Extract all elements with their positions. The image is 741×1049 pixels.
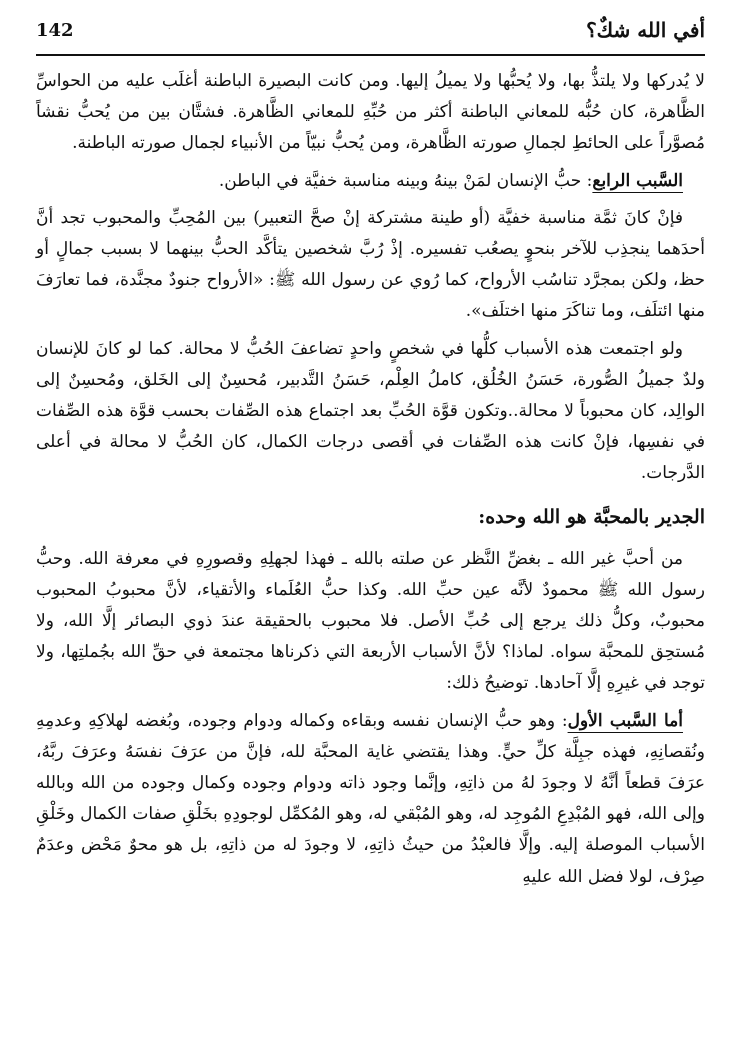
fourth-reason-text: : حبُّ الإنسان لمَنْ بينهُ وبينه مناسبة خفيَّة في الباطن. [218,170,593,191]
paragraph-hidden-affinity: فإنْ كانَ ثمَّة مناسبة خفيَّة (أو طينة مشتركة إنْ صحَّ التعبير) بين المُحِبِّ والمحبوب تجد أنَّ أحدَهما ينجذِب للآخر بنحوٍ يصعُب تفسيره. إذْ رُبَّ شخصين يتأكَّد الحبُّ بينهما لا بسبب جمالٍ أو حظ، ولكن بمجرَّد تناسُب الأرواح، كما رُوي عن رسول الله ﷺ: «الأرواح جنودٌ مجنَّدة، فما تعارَفَ منها ائتلَف، وما تناكَرَ منها اختلَف». [36,207,706,322]
section-heading: الجدير بالمحبَّة هو الله وحده: [478,505,705,528]
paragraph-only-god: من أحبَّ غير الله ـ بغضِّ النَّظر عن صلته بالله ـ فهذا لجهلِهِ وقصورِهِ في معرفة الله. وحبُّ رسول الله ﷺ محمودٌ لأنَّه عين حبِّ الله. وكذا حبُّ العُلَماء والأتقياء، لأنَّ محبوبُ المحبوب محبوبٌ، وكلُّ ذلك يرجع إلى حُبِّ الأصل. فلا محبوب بالحقيقة عندَ ذوي البصائر إلَّا الله، ولا مُستحِق للمحبَّة سواه. لماذا؟ لأنَّ الأسباب الأربعة التي ذكرناها مجتمعة في حقِّ الله بجُملتِها، ولا توجد في غيرِهِ إلَّا آحادها. توضيحُ ذلك: [36,548,705,694]
paragraph-1: لا يُدركها ولا يلتذُّ بها، ولا يُحبُّها ولا يميلُ إليها. ومن كانت البصيرة الباطنة أغلَب عليه من الحواسِّ الظَّاهرة، كان حُبُّه للمعاني الباطنة أكثر من حُبِّهِ للمعاني الظَّاهرة. فشتَّان بين من يُحبُّ نقشاً مُصوَّراً على الحائطِ لجمالِ صورته الظَّاهرة، ومن يُحبُّ نبيّاً من الأنبياء لجمال صورته الباطنة. [36,71,705,154]
page-number: 142 [36,20,74,41]
first-reason-text: : وهو حبُّ الإنسان نفسه وبقاءه وكماله ودوام وجوده، وبُغضه لهلاكِهِ وعدمِهِ ونُقصانِهِ، فهذه جبِلَّة كلِّ حيٍّ. وهذا يقتضي غاية المحبَّة لله، فإنَّ من عرَفَ نفسَهُ وعرَفَ ربَّهُ، عرَفَ قطعاً أنَّهُ لا وجودَ لهُ من ذاتِهِ، وإنَّما وجود ذاته ودوام وجوده وكمال وجوده من الله وبالله وإلى الله، فهو المُبْدِعِ المُوجِد له، وهو المُبْقي له، وهو المُكمِّل لوجودِهِ بخَلْقِ صفات الكمال وخَلْقِ الأسباب الموصلة إليه. وإلَّا فالعبْدُ من حيثُ ذاتِهِ، لا وجودَ له من ذاتِهِ، بل هو محوٌ مَحْض وعدَمٌ صِرْف، لولا فضل الله عليهِ [36,710,705,887]
fourth-reason-lead: السَّبب الرابع [592,170,683,191]
paragraph-fourth-reason [36,166,705,197]
page-body [36,66,705,1029]
paragraph-first-reason [36,706,705,893]
running-title: أفي الله شكٌ؟ [586,18,705,42]
first-reason-lead: أما السَّبب الأول [567,710,683,731]
paragraph-combined-causes: ولو اجتمعت هذه الأسباب كلُّها في شخصٍ واحدٍ تضاعفَ الحُبُّ لا محالة. كما لو كانَ للإنسان ولدٌ جميلُ الصُّورة، حَسَنُ الخُلُق، كاملُ العِلْم، حَسَنُ التَّدبير، مُحسِنٌ إلى الخَلق، ومُحسِنٌ إلى الوالِد، كان محبوباً لا محالة..وتكون قوَّة الحُبِّ بعد اجتماع هذه الصِّفات بحسب قوَّة هذه الصِّفات في نفسِها، فإنْ كانت هذه الصِّفات في أقصى درجات الكمال، كان الحُبُّ لا محالة في أعلى الدَّرجات. [36,338,705,484]
page-header [36,14,705,56]
